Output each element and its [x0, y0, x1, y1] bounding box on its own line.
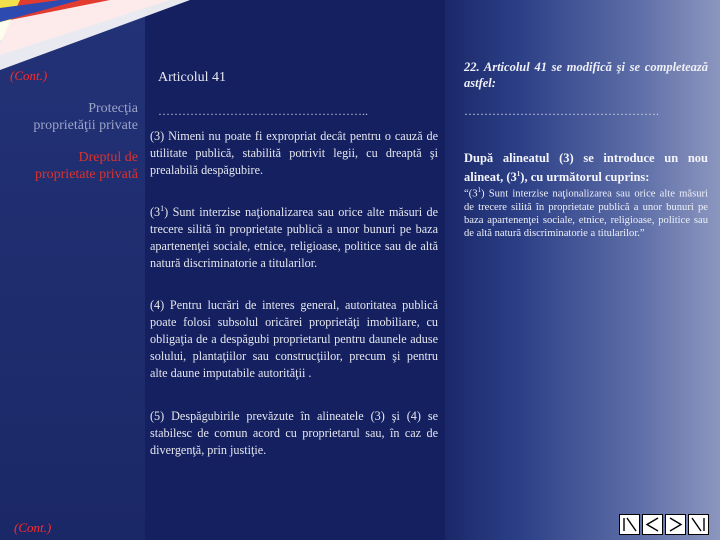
continued-label-bottom: (Cont.): [14, 520, 52, 535]
paragraph-3: (3) Nimeni nu poate fi expropriat decât pentru o cauză de utilitate publică, stabilită potrivit legii, cu dreaptă şi prealabilă despăgubire.: [150, 129, 438, 177]
article-title: Articolul 41: [158, 70, 227, 85]
amendment-intro-rest: ), cu următorul cuprins:: [520, 170, 650, 185]
previous-slide-icon: [643, 515, 662, 534]
side-label-protection-line2: proprietăţii private: [33, 118, 138, 133]
paragraph-3-1: [150, 200, 438, 272]
paragraph-4: (4) Pentru lucrări de interes general, autoritatea publică poate folosi subsolul oricărei proprietăţi imobiliare, cu obligaţia de a despăgubi proprietarul pentru daunele aduse solului, plantaţiilor sau construcţiilor, precum şi pentru alte daune imputabile autorităţii .: [150, 298, 438, 380]
last-slide-icon: [689, 515, 708, 534]
first-slide-icon: [620, 515, 639, 534]
amendment-quote-prefix: “(3: [464, 188, 478, 200]
continued-label-top: (Cont.): [10, 68, 48, 83]
paragraph-5: (5) Despăgubirile prevăzute în alineatele (3) şi (4) se stabilesc de comun acord cu proprietarul sau, în caz de divergenţă, prin justiţie.: [150, 409, 438, 457]
side-label-property-line1: Dreptul de: [78, 150, 138, 165]
amendment-quote: [464, 184, 708, 240]
last-slide-button[interactable]: [688, 514, 709, 535]
side-label-property-line2: proprietate privată: [34, 167, 138, 182]
next-slide-button[interactable]: [665, 514, 686, 535]
next-slide-icon: [666, 515, 685, 534]
previous-slide-button[interactable]: [642, 514, 663, 535]
article-ellipsis: ……………………………………………..: [158, 104, 368, 118]
side-label-property-right: [35, 149, 138, 183]
amendment-ellipsis: ………………………………………….: [464, 104, 659, 118]
side-label-protection-line1: Protecţia: [88, 101, 138, 116]
paragraph-3-1-sup: 1: [160, 204, 165, 213]
amendment-intro: [464, 150, 708, 185]
first-slide-button[interactable]: [619, 514, 640, 535]
amendment-quote-sup: 1: [477, 186, 482, 194]
amendment-title: 22. Articolul 41 se modifică şi se completează astfel:: [464, 60, 708, 90]
amendment-quote-text: ) Sunt interzise naţionalizarea sau orice alte măsuri de trecere silită în proprietate publică a unor bunuri pe baza apartenenţei sociale, etnice, religioase, politice sau de altă natură discriminatorie a titularilor.”: [464, 188, 708, 239]
paragraph-3-1-prefix: (3: [150, 205, 161, 220]
amendment-intro-prefix: După alineatul (3) se introduce un nou alineat, (3: [464, 151, 708, 185]
slide-navigation: [619, 514, 709, 535]
paragraph-3-1-text: ) Sunt interzise naţionalizarea sau orice alte măsuri de trecere silită în proprietate publică a unor bunuri pe baza apartenenţei sociale, etnice, religioase, politice sau de altă natură discriminatorie a titularilor.: [150, 205, 438, 271]
side-label-protection: [33, 100, 138, 134]
amendment-intro-sup: 1: [516, 170, 521, 178]
